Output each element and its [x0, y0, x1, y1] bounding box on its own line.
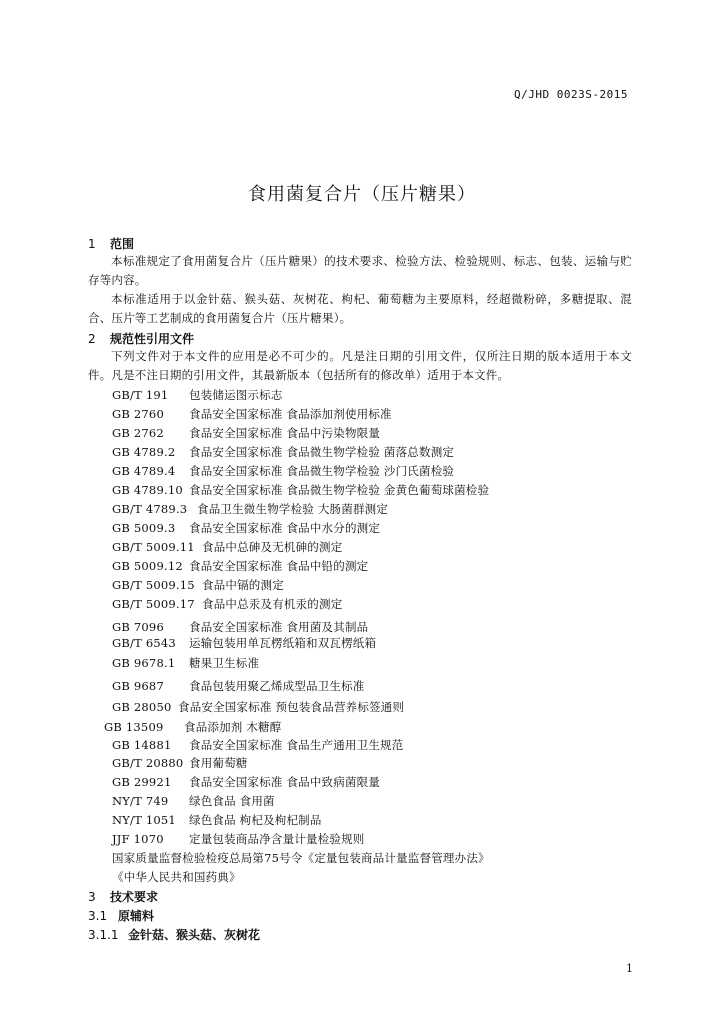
scope-paragraph-1: 本标准规定了食用菌复合片（压片糖果）的技术要求、检验方法、检验规则、标志、包装、运输与贮存等内容。 [88, 254, 632, 287]
reference-title: 食品安全国家标准 预包装食品营养标签通则 [178, 700, 405, 714]
reference-title: 食品安全国家标准 食品微生物学检验 沙门氏菌检验 [189, 464, 455, 478]
reference-item [112, 774, 380, 790]
reference-title: 食品安全国家标准 食品中铅的测定 [189, 559, 369, 573]
reference-item [112, 869, 241, 885]
reference-title: 食品中总砷及无机砷的测定 [202, 540, 343, 554]
section-title: 范围 [110, 237, 135, 251]
reference-item [112, 482, 489, 498]
reference-item [112, 635, 376, 651]
reference-code: GB/T 20880 [112, 756, 184, 770]
reference-item [112, 831, 365, 847]
reference-item [112, 463, 454, 479]
reference-code: GB 9678.1 [112, 656, 176, 670]
reference-code: GB 5009.12 [112, 559, 183, 573]
section-2-heading [88, 330, 194, 347]
reference-item [112, 501, 388, 517]
reference-title: 食品安全国家标准 食品微生物学检验 菌落总数测定 [189, 445, 455, 459]
reference-title: 食品添加剂 木糖醇 [184, 720, 282, 734]
section-3-1-heading [88, 907, 154, 924]
reference-title: 国家质量监督检验检疫总局第75号令《定量包装商品计量监督管理办法》 [112, 851, 490, 865]
reference-code: GB 5009.3 [112, 521, 176, 535]
section-number: 3.1.1 [88, 928, 119, 942]
reference-title: 绿色食品 枸杞及枸杞制品 [189, 813, 322, 827]
reference-title: 食品安全国家标准 食品中污染物限量 [189, 426, 381, 440]
reference-title: 食品中镉的测定 [202, 578, 284, 592]
reference-title: 运输包装用单瓦楞纸箱和双瓦楞纸箱 [189, 636, 377, 650]
reference-item [112, 678, 365, 694]
reference-item [112, 737, 403, 753]
reference-code: NY/T 1051 [112, 813, 176, 827]
reference-item [112, 699, 404, 715]
reference-item [112, 812, 322, 828]
reference-title: 食品安全国家标准 食用菌及其制品 [189, 620, 369, 634]
reference-code: GB 2760 [112, 407, 164, 421]
reference-title: 食品安全国家标准 食品中水分的测定 [189, 521, 381, 535]
references-intro: 下列文件对于本文件的应用是必不可少的。凡是注日期的引用文件，仅所注日期的版本适用于本文件。凡是不注日期的引用文件，其最新版本（包括所有的修改单）适用于本文件。 [88, 349, 632, 382]
section-3-1-1-heading [88, 926, 260, 943]
reference-title: 食品安全国家标准 食品中致病菌限量 [189, 775, 381, 789]
standard-code: Q/JHD 0023S-2015 [514, 88, 628, 101]
reference-title: 《中华人民共和国药典》 [112, 870, 241, 884]
reference-item [112, 406, 392, 422]
reference-title: 绿色食品 食用菌 [189, 794, 275, 808]
section-number: 3 [88, 890, 96, 904]
reference-title: 糖果卫生标准 [189, 656, 260, 670]
reference-item [112, 425, 380, 441]
reference-item [112, 619, 368, 635]
reference-title: 包装储运图示标志 [189, 388, 283, 402]
reference-title: 食品包装用聚乙烯成型品卫生标准 [189, 679, 365, 693]
reference-code: GB 13509 [104, 720, 164, 734]
reference-item [112, 655, 259, 671]
reference-item [112, 577, 284, 593]
reference-title: 食品安全国家标准 食品生产通用卫生规范 [189, 738, 404, 752]
reference-code: GB 28050 [112, 700, 172, 714]
reference-title: 食用葡萄糖 [189, 756, 248, 770]
reference-code: GB 4789.10 [112, 483, 183, 497]
reference-title: 食品安全国家标准 食品微生物学检验 金黄色葡萄球菌检验 [189, 483, 490, 497]
reference-title: 食品安全国家标准 食品添加剂使用标准 [189, 407, 392, 421]
reference-item [112, 793, 275, 809]
section-title: 技术要求 [110, 890, 159, 904]
reference-code: GB 29921 [112, 775, 172, 789]
reference-title: 食品卫生微生物学检验 大肠菌群测定 [197, 502, 389, 516]
page-number: 1 [626, 962, 633, 975]
reference-code: GB 9687 [112, 679, 164, 693]
reference-title: 定量包装商品净含量计量检验规则 [189, 832, 365, 846]
reference-code: GB/T 4789.3 [112, 502, 188, 516]
reference-item [112, 444, 454, 460]
reference-code: GB 7096 [112, 620, 164, 634]
reference-code: GB 4789.4 [112, 464, 176, 478]
reference-code: GB/T 5009.15 [112, 578, 195, 592]
reference-item [112, 520, 380, 536]
reference-item [112, 387, 283, 403]
reference-code: GB/T 6543 [112, 636, 176, 650]
section-1-heading [88, 235, 134, 252]
document-title: 食用菌复合片（压片糖果） [248, 184, 476, 205]
reference-item [112, 850, 490, 866]
reference-title: 食品中总汞及有机汞的测定 [202, 597, 343, 611]
section-number: 3.1 [88, 909, 108, 923]
section-number: 1 [88, 237, 96, 251]
reference-item [112, 755, 248, 771]
reference-code: JJF 1070 [112, 832, 164, 846]
reference-code: GB 4789.2 [112, 445, 176, 459]
reference-code: GB/T 5009.11 [112, 540, 195, 554]
scope-paragraph-2: 本标准适用于以金针菇、猴头菇、灰树花、枸杞、葡萄糖为主要原料，经超微粉碎，多糖提取、混合、压片等工艺制成的食用菌复合片（压片糖果）。 [88, 292, 632, 325]
section-title: 规范性引用文件 [110, 332, 195, 346]
reference-item [112, 596, 342, 612]
reference-code: GB/T 191 [112, 388, 169, 402]
reference-item [112, 539, 342, 555]
reference-code: GB 14881 [112, 738, 172, 752]
reference-item [112, 558, 368, 574]
section-title: 金针菇、猴头菇、灰树花 [128, 928, 261, 942]
section-3-heading [88, 888, 158, 905]
reference-code: NY/T 749 [112, 794, 169, 808]
reference-code: GB/T 5009.17 [112, 597, 195, 611]
reference-item [104, 719, 281, 735]
reference-code: GB 2762 [112, 426, 164, 440]
section-number: 2 [88, 332, 96, 346]
section-title: 原辅料 [118, 909, 155, 923]
